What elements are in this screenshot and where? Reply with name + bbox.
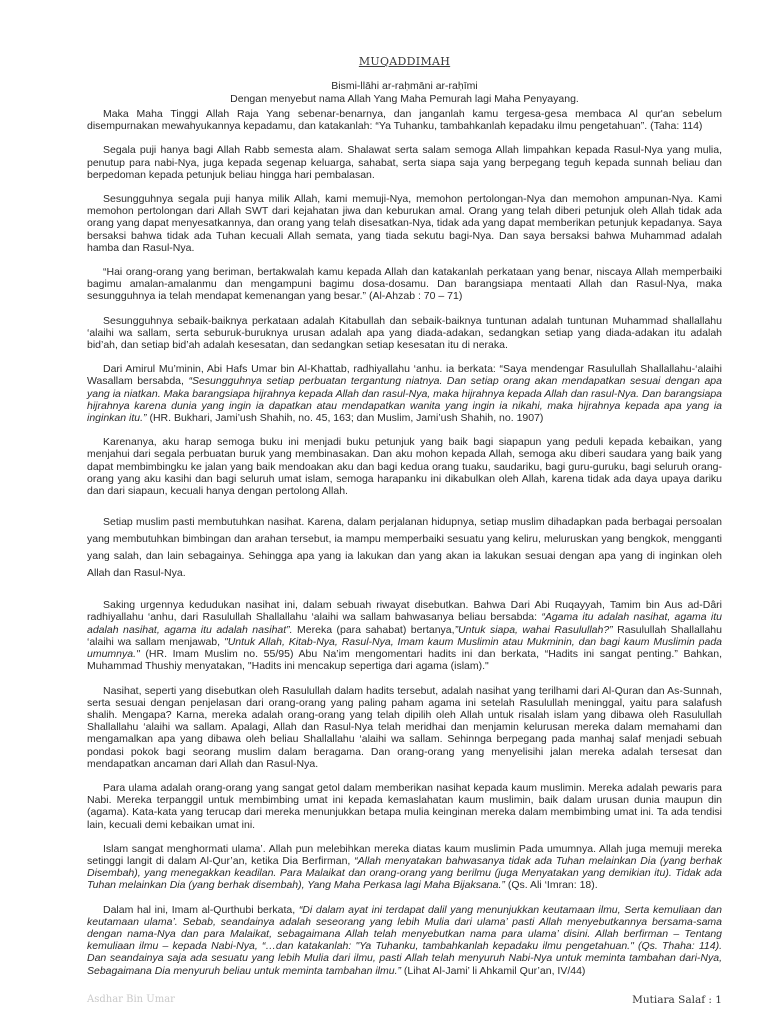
- basmalah-block: [87, 80, 722, 106]
- paragraph-10-text: Nasihat, seperti yang disebutkan oleh Rasulullah dalam hadits tersebut, adalah nasihat yang terilhami dari Al-Quran dan As-Sunnah, serta sesuai dengan penjelasan dari orang-orang yang paling paham agama ini setelah Rasulullah meninggal, yaitu para salafush shalih. Mengapa? Karna, mereka adalah orang-orang yang telah dipilih oleh Allah untuk risalah islam yang dibawa oleh Rasulullah Shallallahu ‘alaihi wa sallam. Apalagi, Allah dan Rasul-Nya telah meridhai dan menjamin kelurusan mereka dalam memahami dan mengamalkan apa yang dibawa oleh beliau Shallallahu ‘alaihi wa sallam. Sehinnga berpegang pada manhaj salaf menjadi sebuah pondasi pokok bagi seorang muslim dalam beragama. Dan orang-orang yang menyelisihi jalan mereka adalah tersesat dan mendapatkan ancaman dari Allah dan Rasul-Nya.: [87, 684, 722, 770]
- paragraph-8-text: Setiap muslim pasti membutuhkan nasihat. Karena, dalam perjalanan hidupnya, setiap muslim dihadapkan pada berbagai persoalan yang membutuhkan bimbingan dan arahan tersebut, ia mampu memperbaiki sesuatu yang keliru, meluruskan yang bengkok, mengganti yang salah, dan lain sebagainya. Sehingga apa yang ia lakukan dan yang akan ia lakukan sesuai dengan apa yang di inginkan oleh Allah dan Rasul-Nya.: [87, 516, 722, 580]
- paragraph-12: [87, 843, 722, 892]
- paragraph-9-text: Rasulullah Shallallahu ‘alaihi wa sallam menjawab,: [87, 623, 722, 648]
- basmalah-translation: Dengan menyebut nama Allah Yang Maha Pemurah lagi Maha Penyayang.: [230, 93, 579, 105]
- paragraph-3-text: Sesungguhnya segala puji hanya milik Allah, kami memuji-Nya, memohon pertolongan-Nya dan memohon ampunan-Nya. Kami memohon pertolongan dari Allah SWT dari kejahatan jiwa dan keburukan amal. Orang yang telah diberi petunjuk oleh Allah tidak ada orang yang dapat menyesatkannya, dan orang yang telah disesatkan-Nya, tidak ada yang dapat memberikan petunjuk kepadanya. Saya bersaksi bahwa tidak ada Tuhan kecuali Allah semata, yang tiada sekutu bagi-Nya. Dan saya bersaksi bahwa Muhammad adalah hamba dan Rasul-Nya.: [87, 193, 722, 254]
- paragraph-2-text: Segala puji hanya bagi Allah Rabb semesta alam. Shalawat serta salam semoga Allah limpahkan kepada Rasul-Nya yang mulia, penutup para nabi-Nya, juga kepada segenap keluarga, sahabat, serta siapa saja yang berpegang teguh kepada sunnah beliau dan berpedoman kepada petunjuk beliau hingga hari pembalasan.: [87, 144, 722, 181]
- paragraph-7-text: Karenanya, aku harap semoga buku ini menjadi buku petunjuk yang baik bagi siapapun yang peduli kepada kebaikan, yang menjahui dari segala perbuatan buruk yang membinasakan. Dan aku mohon kepada Allah, semoga aku diberi saudara yang baik yang dapat membimbingku ke jalan yang baik mendoakan aku dan bagi kedua orang tuaku, saudariku, bagi guru-guruku, bagi seluruh orang-orang yang aku kasihi dan bagi seluruh umat islam, semoga harapanku ini dikabulkan oleh Allah, karena tidak ada daya upaya dariku dan dari siapaun, kecuali hanya dengan pertolong Allah.: [87, 436, 722, 498]
- paragraph-10: [87, 685, 722, 770]
- scholar-quote: “Di dalam ayat ini terdapat dalil yang menunjukkan keutamaan ilmu, Serta kemuliaan dan keutamaan ulama’. Sebab, seandainya adalah seseorang yang lebih Mulia dari ulama’ pasti Allah menyebutkannya bersama-sama dengan nama-Nya dan para Malaikat, sebagaimana Allah telah menyebutkan nama para ulama’ disini. Allah berfirman – Tentang kemuliaan ilmu – kepada Nabi-Nya, “…dan katakanlah: "Ya Tuhanku, tambahkanlah kepadaku ilmu pengetahuan." (Qs. Thaha: 114). Dan seandainya saja ada sesuatu yang lebih Mulia dari ilmu, pasti Allah telah menyuruh Nabi-Nya untuk meminta tambahan dari-Nya, Sebagaimana Dia menyuruh beliau untuk meminta tambahan ilmu.”: [87, 903, 722, 977]
- paragraph-1: [87, 108, 722, 132]
- paragraph-13: [87, 904, 722, 977]
- paragraph-5-text: Sesungguhnya sebaik-baiknya perkataan adalah Kitabullah dan sebaik-baiknya tuntunan adalah tuntunan Muhammad shallallahu ‘alaihi wa sallam, serta seburuk-buruknya urusan adalah apa yang diada-adakan, sedangkan setiap yang diada-adakan itu adalah bid’ah, dan setiap bid’ah adalah kesesatan, dan sedangkan setiap kesesatan itu di neraka.: [87, 314, 722, 352]
- paragraph-12-text: Islam sangat menghormati ulama’. Allah pun melebihkan mereka diatas kaum muslimin Pada umumnya. Allah juga memuji mereka setinggi langit di dalam Al-Qur’an, ketika Dia Berfirman,: [87, 842, 722, 867]
- paragraph-9-text: Saking urgennya kedudukan nasihat ini, dalam sebuah riwayat disebutkan. Bahwa Dari Abi Ruqayyah, Tamim bin Aus ad-Dâri radhiyallahu ‘anhu, dari Rasulullah Shallallahu ‘alaihi wa sallam bahwasanya beliau bersabda:: [87, 599, 722, 624]
- paragraph-13-text: Dalam hal ini, Imam al-Qurthubi berkata,: [103, 903, 299, 916]
- hadith-reference: (HR. Bukhari, Jami’ush Shahih, no. 45, 163; dan Muslim, Jami’ush Shahih, no. 1907): [146, 412, 544, 425]
- paragraph-4: [87, 266, 722, 303]
- hadith-quote: “Agama itu adalah nasihat, agama itu adalah nasihat, agama itu adalah nasihat”.: [87, 611, 722, 636]
- document-body: [87, 108, 722, 989]
- hadith-reference: (HR. Imam Muslim no. 55/95) Abu Na’im mengomentari hadits ini dan berkata, “Hadits ini sangat penting.” Bahkan, Muhammad Thushiy menyatakan, "Hadits ini mencakup sepertiga dari agama (islam).": [87, 648, 722, 673]
- paragraph-11-text: Para ulama adalah orang-orang yang sangat getol dalam memberikan nasihat kepada kaum muslimin. Mereka adalah pewaris para Nabi. Mereka terpanggil untuk membimbing umat ini kepada kemaslahatan kaum muslimin, baik dalam urusan dunia maupun din (agama). Kata-kata yang terucap dari mereka menunjukkan betapa mulia keinginan mereka dalam membimbing umat ini. Ta ada tendisi lain, kecuali demi kebaikan umat ini.: [87, 781, 722, 831]
- hadith-quote: ”Untuk siapa, wahai Rasulullah?”: [454, 623, 613, 636]
- page-title: MUQADDIMAH: [358, 55, 451, 68]
- hadith-quote: “Sesungguhnya setiap perbuatan tergantung niatnya. Dan setiap orang akan mendapatkan sesuai dengan apa yang ia niatkan. Maka barangsiapa hijrahnya kepada Allah dan rasul-Nya, maka hijrahnya kepada Allah dan rasul-Nya. Dan barangsiapa hijrahnya karena dunia yang ingin ia dapatkan atau mendapatkan wanita yang ingin ia nikahi, maka hijrahnya kepada apa yang ia inginkan itu.”: [87, 375, 722, 425]
- paragraph-9: [87, 599, 722, 672]
- paragraph-3: [87, 193, 722, 254]
- paragraph-9-text: Mereka (para sahabat) bertanya,: [292, 623, 455, 636]
- paragraph-1-text: Maka Maha Tinggi Allah Raja Yang sebenar-benarnya, dan janganlah kamu tergesa-gesa membaca Al qur'an sebelum disempurnakan mewahyukannya kepadamu, dan katakanlah: “Ya Tuhanku, tambahkanlah kepadaku ilmu pengetahuan”. (Taha: 114): [87, 108, 722, 133]
- basmalah-arabic-latin: Bismi-llāhi ar-raḥmāni ar-raḥīmi: [331, 80, 478, 92]
- quran-quote: “Allah menyatakan bahwasanya tidak ada Tuhan melainkan Dia (yang berhak Disembah), yang menegakkan keadilan. Para Malaikat dan orang-orang yang berilmu (juga Menyatakan yang demikian itu). Tidak ada Tuhan melainkan Dia (yang berhak disembah), Yang Maha Perkasa lagi Maha Bijaksana.”: [87, 854, 722, 892]
- paragraph-11: [87, 782, 722, 831]
- paragraph-5: [87, 315, 722, 352]
- paragraph-7: [87, 436, 722, 497]
- scholar-reference: (Lihat Al-Jami’ li Ahkamil Qur’an, IV/44): [401, 964, 586, 977]
- quran-reference: (Qs. Ali ‘Imran: 18).: [504, 879, 598, 892]
- footer-author: Asdhar Bin Umar: [87, 994, 175, 1005]
- paragraph-6: [87, 363, 722, 424]
- hadith-quote: "Untuk Allah, Kitab-Nya, Rasul-Nya, Imam kaum Muslimin atau Mukminin, dan bagi kaum Muslimin pada umumnya.": [87, 635, 723, 661]
- paragraph-6-text: Dari Amirul Mu’minin, Abi Hafs Umar bin Al-Khattab, radhiyallahu ‘anhu. ia berkata: “Saya mendengar Rasulullah Shallallahu-‘alaihi Wasallam bersabda,: [87, 363, 722, 388]
- paragraph-8: [87, 514, 722, 582]
- paragraph-2: [87, 144, 722, 181]
- footer-page-label: Mutiara Salaf : 1: [632, 994, 722, 1006]
- paragraph-4-text: “Hai orang-orang yang beriman, bertakwalah kamu kepada Allah dan katakanlah perkataan yang benar, niscaya Allah memperbaiki bagimu amalan-amalanmu dan mengampuni bagimu dosa-dosamu. Dan barangsiapa mentaati Allah dan Rasul-Nya, maka sesungguhnya ia telah mendapat kemenangan yang besar.” (Al-Ahzab : 70 – 71): [87, 266, 722, 303]
